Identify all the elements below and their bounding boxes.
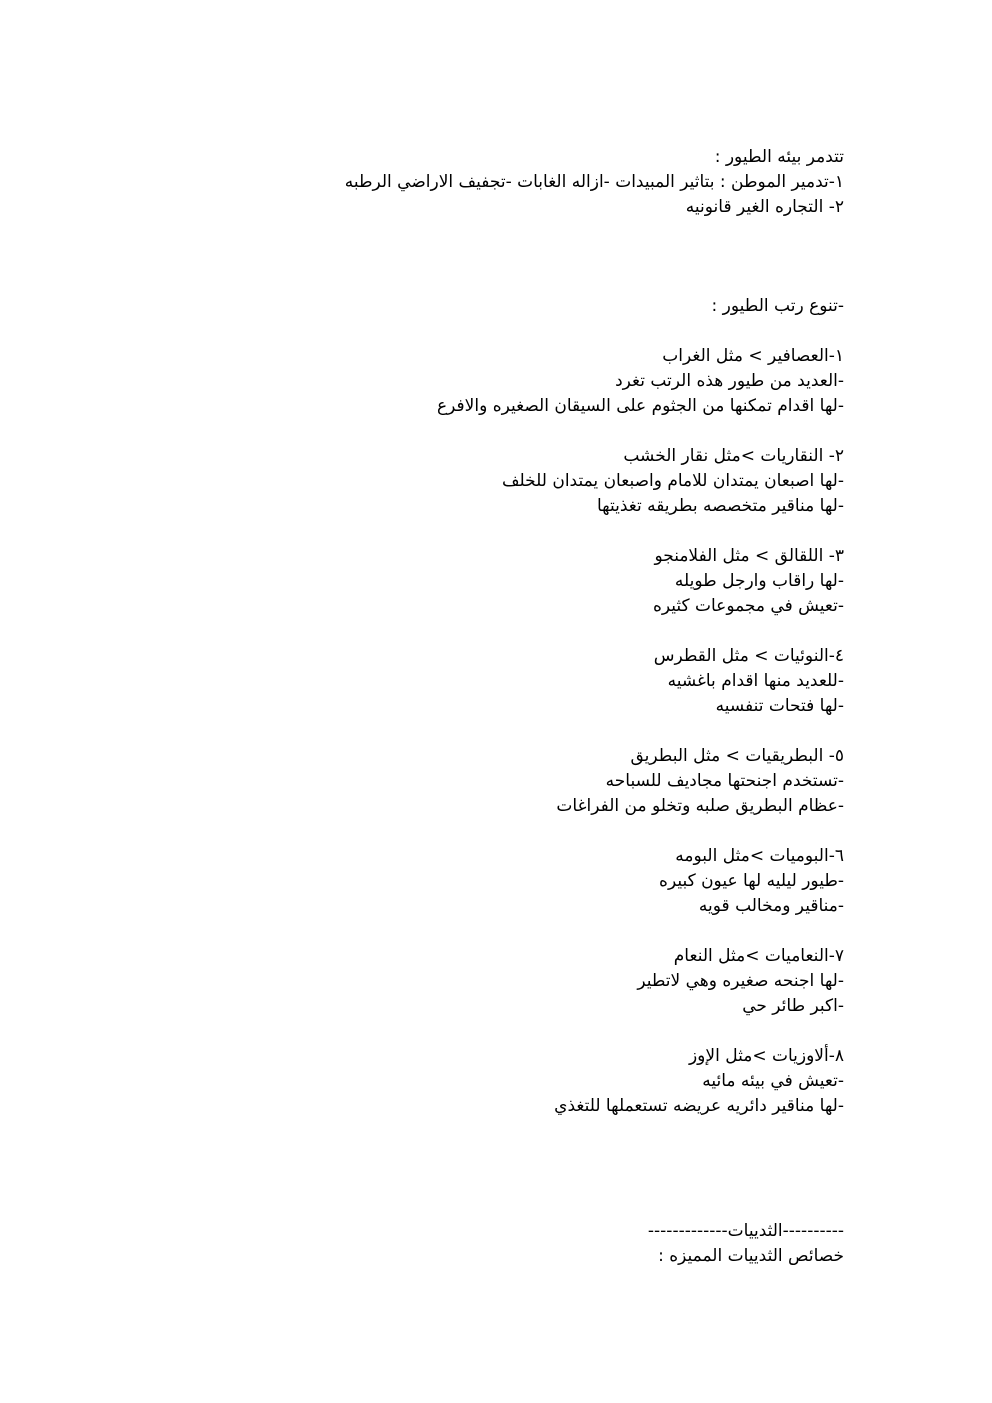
orders-heading: -تنوع رتب الطيور : bbox=[711, 296, 844, 316]
spacer bbox=[284, 419, 844, 444]
order-section bbox=[284, 544, 844, 619]
spacer bbox=[284, 619, 844, 644]
spacer bbox=[284, 319, 844, 344]
spacer bbox=[284, 220, 844, 294]
order-title: ٣- اللقالق > مثل الفلامنجو bbox=[654, 546, 844, 566]
spacer bbox=[284, 919, 844, 944]
order-point: -عظام البطريق صلبه وتخلو من الفراغات bbox=[556, 796, 844, 816]
intro-line: ٢- التجاره الغير قانونيه bbox=[685, 197, 844, 217]
spacer bbox=[284, 1019, 844, 1044]
order-point: -لها اصبعان يمتدان للامام واصبعان يمتدان للخلف bbox=[501, 471, 844, 491]
section-subtitle: خصائص الثدييات المميزه : bbox=[658, 1246, 844, 1266]
order-point: -لها اجنحه صغيره وهي لاتطير bbox=[637, 971, 844, 991]
order-title: ٤-النوئيات > مثل القطرس bbox=[653, 646, 844, 666]
order-section bbox=[284, 944, 844, 1019]
order-title: ٧-النعاميات >مثل النعام bbox=[673, 946, 844, 966]
intro-line: ١-تدمير الموطن : بتاثير المبيدات -ازاله الغابات -تجفيف الاراضي الرطبه bbox=[344, 172, 844, 192]
order-section bbox=[284, 344, 844, 419]
spacer bbox=[284, 519, 844, 544]
order-point: -تعيش في بيئه مائيه bbox=[702, 1071, 844, 1091]
order-title: ٥- البطريقيات > مثل البطريق bbox=[630, 746, 844, 766]
intro-title: تتدمر بيئه الطيور : bbox=[714, 147, 844, 167]
order-point: -تعيش في مجموعات كثيره bbox=[652, 596, 844, 616]
order-point: -لها فتحات تنفسيه bbox=[715, 696, 844, 716]
order-section bbox=[284, 444, 844, 519]
order-section bbox=[284, 744, 844, 819]
order-point: -لها مناقير دائريه عريضه تستعملها للتغذي bbox=[554, 1096, 844, 1116]
order-point: -لها مناقير متخصصه بطريقه تغذيتها bbox=[596, 496, 844, 516]
order-section bbox=[284, 1044, 844, 1119]
order-title: ٨-ألاوزيات >مثل الإوز bbox=[688, 1046, 844, 1066]
order-section bbox=[284, 644, 844, 719]
order-point: -للعديد منها اقدام باغشيه bbox=[667, 671, 844, 691]
order-title: ١-العصافير > مثل الغراب bbox=[662, 346, 844, 366]
document-body bbox=[284, 145, 844, 1269]
order-point: -لها اقدام تمكنها من الجثوم على السيقان الصغيره والافرع bbox=[437, 396, 844, 416]
order-title: ٦-البوميات >مثل البومه bbox=[675, 846, 844, 866]
order-point: -اكبر طائر حي bbox=[742, 996, 844, 1016]
order-point: -تستخدم اجنحتها مجاديف للسباحه bbox=[605, 771, 844, 791]
order-point: -مناقير ومخالب قويه bbox=[698, 896, 844, 916]
spacer bbox=[284, 1119, 844, 1219]
order-point: -طيور ليليه لها عيون كبيره bbox=[659, 871, 844, 891]
section-divider: ----------الثدييات------------- bbox=[647, 1221, 844, 1241]
spacer bbox=[284, 819, 844, 844]
order-point: -لها راقاب وارجل طويله bbox=[674, 571, 844, 591]
order-point: -العديد من طيور هذه الرتب تغرد bbox=[615, 371, 844, 391]
spacer bbox=[284, 719, 844, 744]
order-title: ٢- النقاريات >مثل نقار الخشب bbox=[623, 446, 844, 466]
order-section bbox=[284, 844, 844, 919]
